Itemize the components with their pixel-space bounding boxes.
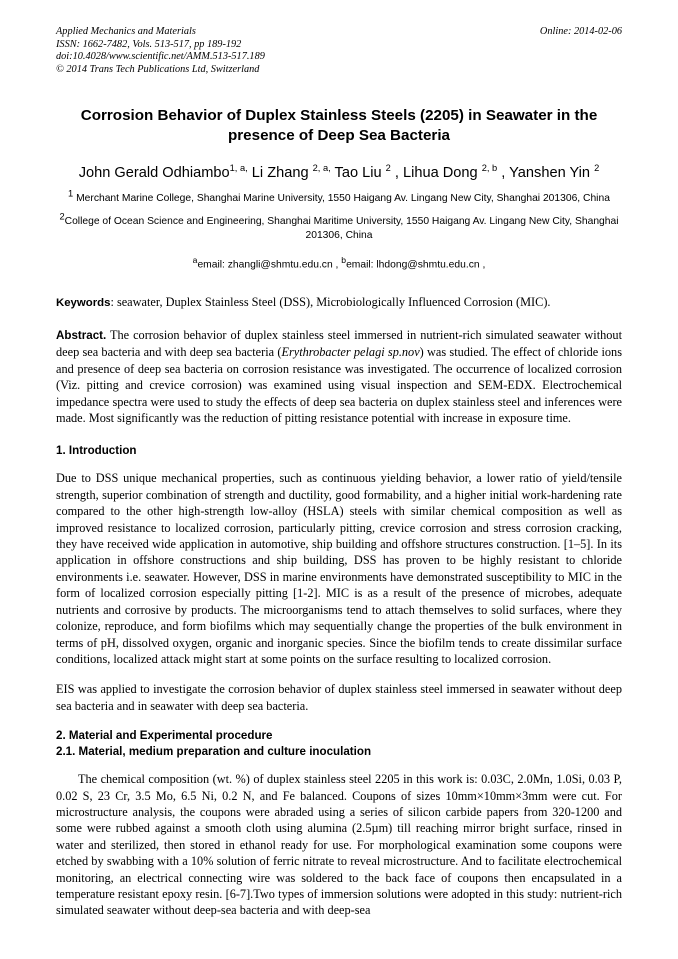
intro-paragraph-1: Due to DSS unique mechanical properties, such as continuous yielding behavior, a lower ratio of yield/tensile strength, superior combination of strength and ductility, good formability, and a higher initial work-hardening rate compared to the other high-strength low-alloy (HSLA) steels with similar chemical composition as well as improved resistance to localized corrosion, particularly pitting, crevice corrosion and stress corrosion cracking, they have received wide application in automotive, ship building and offshore structures construction. [1–5]. In its application in offshore constructions and ship building, DSS has proven to be highly resistant to chloride environments i.e. seawater. However, DSS in marine environments have demonstrated susceptibility to MIC in the form of localized corrosion especially pitting [1-2]. MIC is as a result of the presence of microbes, adequate nutrients and corrosive by products. The microorganisms tend to attach themselves to solid surfaces, where they colonize, reproduce, and form biofilms which may sequentially change the properties of the bulk environment in terms of pH, dissolved oxygen, organic and inorganic species. Since the biofilm tends to create dissimilar surface conditions, localized attack might start at some points on the surface resulting to localized corrosion. <box>56 471 622 666</box>
author-sup: 2 <box>385 163 391 174</box>
keywords-line <box>56 294 622 311</box>
journal-name: Applied Mechanics and Materials <box>56 26 196 37</box>
author: , Yanshen Yin $^2$ <box>501 163 600 182</box>
keywords-text: : seawater, Duplex Stainless Steel (DSS), Microbiologically Influenced Corrosion (MIC). <box>110 295 551 310</box>
header-lines <box>56 26 622 76</box>
affiliation-2 <box>56 211 622 244</box>
email-a: email: zhangli@shmtu.edu.cn , <box>197 259 339 271</box>
author-emails <box>56 253 622 272</box>
affiliation-sup: 2 <box>59 211 65 222</box>
online-date: Online: 2014-02-06 <box>539 26 622 37</box>
section-heading-1: 1. Introduction <box>56 444 137 458</box>
keywords-label: Keywords <box>56 297 111 310</box>
abstract-part2: ) was studied. The effect of chloride ions and presence of deep sea bacteria on corrosion resistance was investigated. The occurrence of localized corrosion (Viz. pitting and crevice corrosion) was examined using visual inspection and SEM-EDX. Electrochemical impedance spectra were used to study the effects of deep sea bacteria on duplex stainless steel and inferences were made. Most significantly was the reduction of pitting resistance potential with increase in exposure time. <box>56 345 622 426</box>
issn-line: ISSN: 1662-7482, Vols. 513-517, pp 189-192 <box>56 38 242 50</box>
abstract-species: Erythrobacter pelagi sp.nov <box>281 345 420 360</box>
email-sup-b: b <box>341 254 347 265</box>
author: Tao Liu $^2$ <box>334 163 391 182</box>
abstract-label: Abstract. <box>56 329 107 343</box>
abstract-block <box>56 327 622 426</box>
paper-title: Corrosion Behavior of Duplex Stainless Steels (2205) in Seawater in the presence of Deep Sea Bacteria <box>80 107 598 145</box>
copyright-line: © 2014 Trans Tech Publications Ltd, Switzerland <box>56 63 260 75</box>
intro-paragraph-2: EIS was applied to investigate the corrosion behavior of duplex stainless steel immersed in seawater without deep sea bacteria and in seawater with deep sea bacteria. <box>56 682 622 713</box>
section-heading-2: 2. Material and Experimental procedure <box>56 729 273 743</box>
author-sup: 1, a, <box>229 163 248 174</box>
section-2-headings <box>56 728 622 759</box>
section-heading-2-1: 2.1. Material, medium preparation and culture inoculation <box>56 745 372 759</box>
author-list <box>56 163 622 183</box>
affiliation-text: Merchant Marine College, Shanghai Marine University, 1550 Haigang Av. Lingang New City, Shanghai 201306, China <box>73 193 610 205</box>
affiliation-sup: 1 <box>68 188 74 199</box>
page-header <box>56 26 622 76</box>
abstract-part1: The corrosion behavior of duplex stainless steel immersed in nutrient-rich simulated seawater without deep sea bacteria and with deep sea bacteria ( <box>56 328 622 360</box>
affiliation-text: College of Ocean Science and Engineering, Shanghai Maritime University, 1550 Haigang Av. Lingang New City, Shanghai 201306, China <box>64 215 619 242</box>
author-sup: 2, b <box>481 163 498 174</box>
affiliation-1 <box>56 188 622 206</box>
section-2-1-paragraph: The chemical composition (wt. %) of duplex stainless steel 2205 in this work is: 0.03C, 2.0Mn, 1.0Si, 0.03 P, 0.02 S, 23 Cr, 3.5 Mo, 6.5 Ni, 0.2 N, and Fe balanced. Coupons of sizes 10mm×10mm×3mm were cut. For microstructure analysis, the coupons were abraded using a series of silicon carbide papers from 320-1200 and some were rubbed against a smooth cloth using alumina (2.5µm) till reaching mirror bright surface, rinsed in water and sterilized, then stored in ethanol ready for use. For morphological examination some coupons were etched by swabbing with a 10% solution of ferric nitrate to reveal microstructure. And to facilitate electrochemical monitoring, an electrical connecting wire was soldered to the back face of coupons then encapsulated in a temperature resistant epoxy resin. [6-7].Two types of immersion solutions were adopted in this study: nutrient-rich simulated seawater without deep-sea bacteria and with deep-sea <box>56 772 622 918</box>
author: , Lihua Dong $^{2, b}$ <box>394 163 498 182</box>
author: Li Zhang $^{2, a,}$ <box>251 163 331 182</box>
email-sup-a: a <box>192 254 198 265</box>
author: John Gerald Odhiambo$^{1, a,}$ <box>78 163 248 182</box>
email-b: email: lhdong@shmtu.edu.cn , <box>346 259 486 271</box>
author-sup: 2, a, <box>312 163 331 174</box>
doi-line: doi:10.4028/www.scientific.net/AMM.513-517.189 <box>56 51 265 63</box>
author-sup: 2 <box>594 163 600 174</box>
